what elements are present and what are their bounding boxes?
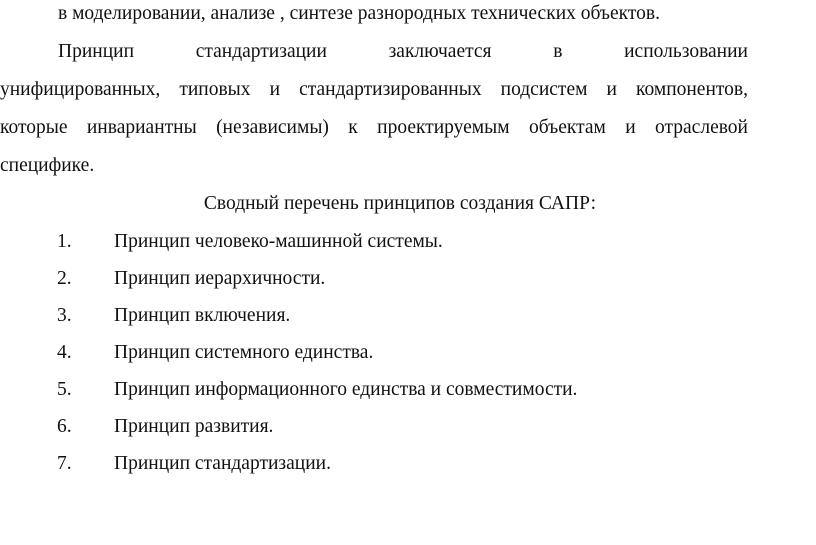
paragraph-line-4: специфике. xyxy=(0,155,95,176)
list-item-text: Принцип включения. xyxy=(114,305,291,326)
list-item-number: 2. xyxy=(57,268,72,289)
paragraph-line-2: унифицированных, типовых и стандартизированных подсистем и компонентов, xyxy=(0,79,748,100)
paragraph-tail-line: в моделировании, анализе , синтезе разнородных технических объектов. xyxy=(58,3,660,24)
list-item-number: 6. xyxy=(57,416,72,437)
list-item-number: 4. xyxy=(57,342,72,363)
list-item-text: Принцип стандартизации. xyxy=(114,453,331,474)
list-item-text: Принцип информационного единства и совместимости. xyxy=(114,379,578,400)
list-item-number: 5. xyxy=(57,379,72,400)
list-item-number: 7. xyxy=(57,453,72,474)
paragraph-line-1: Принцип стандартизации заключается в использовании xyxy=(58,41,748,62)
list-item-number: 1. xyxy=(57,231,72,252)
list-item-text: Принцип системного единства. xyxy=(114,342,374,363)
paragraph-line-3: которые инвариантны (независимы) к проектируемым объектам и отраслевой xyxy=(0,117,748,138)
list-item-number: 3. xyxy=(57,305,72,326)
list-item-text: Принцип развития. xyxy=(114,416,274,437)
list-item-text: Принцип человеко-машинной системы. xyxy=(114,231,443,252)
list-heading: Сводный перечень принципов создания САПР: xyxy=(203,193,597,214)
list-item-text: Принцип иерархичности. xyxy=(114,268,326,289)
